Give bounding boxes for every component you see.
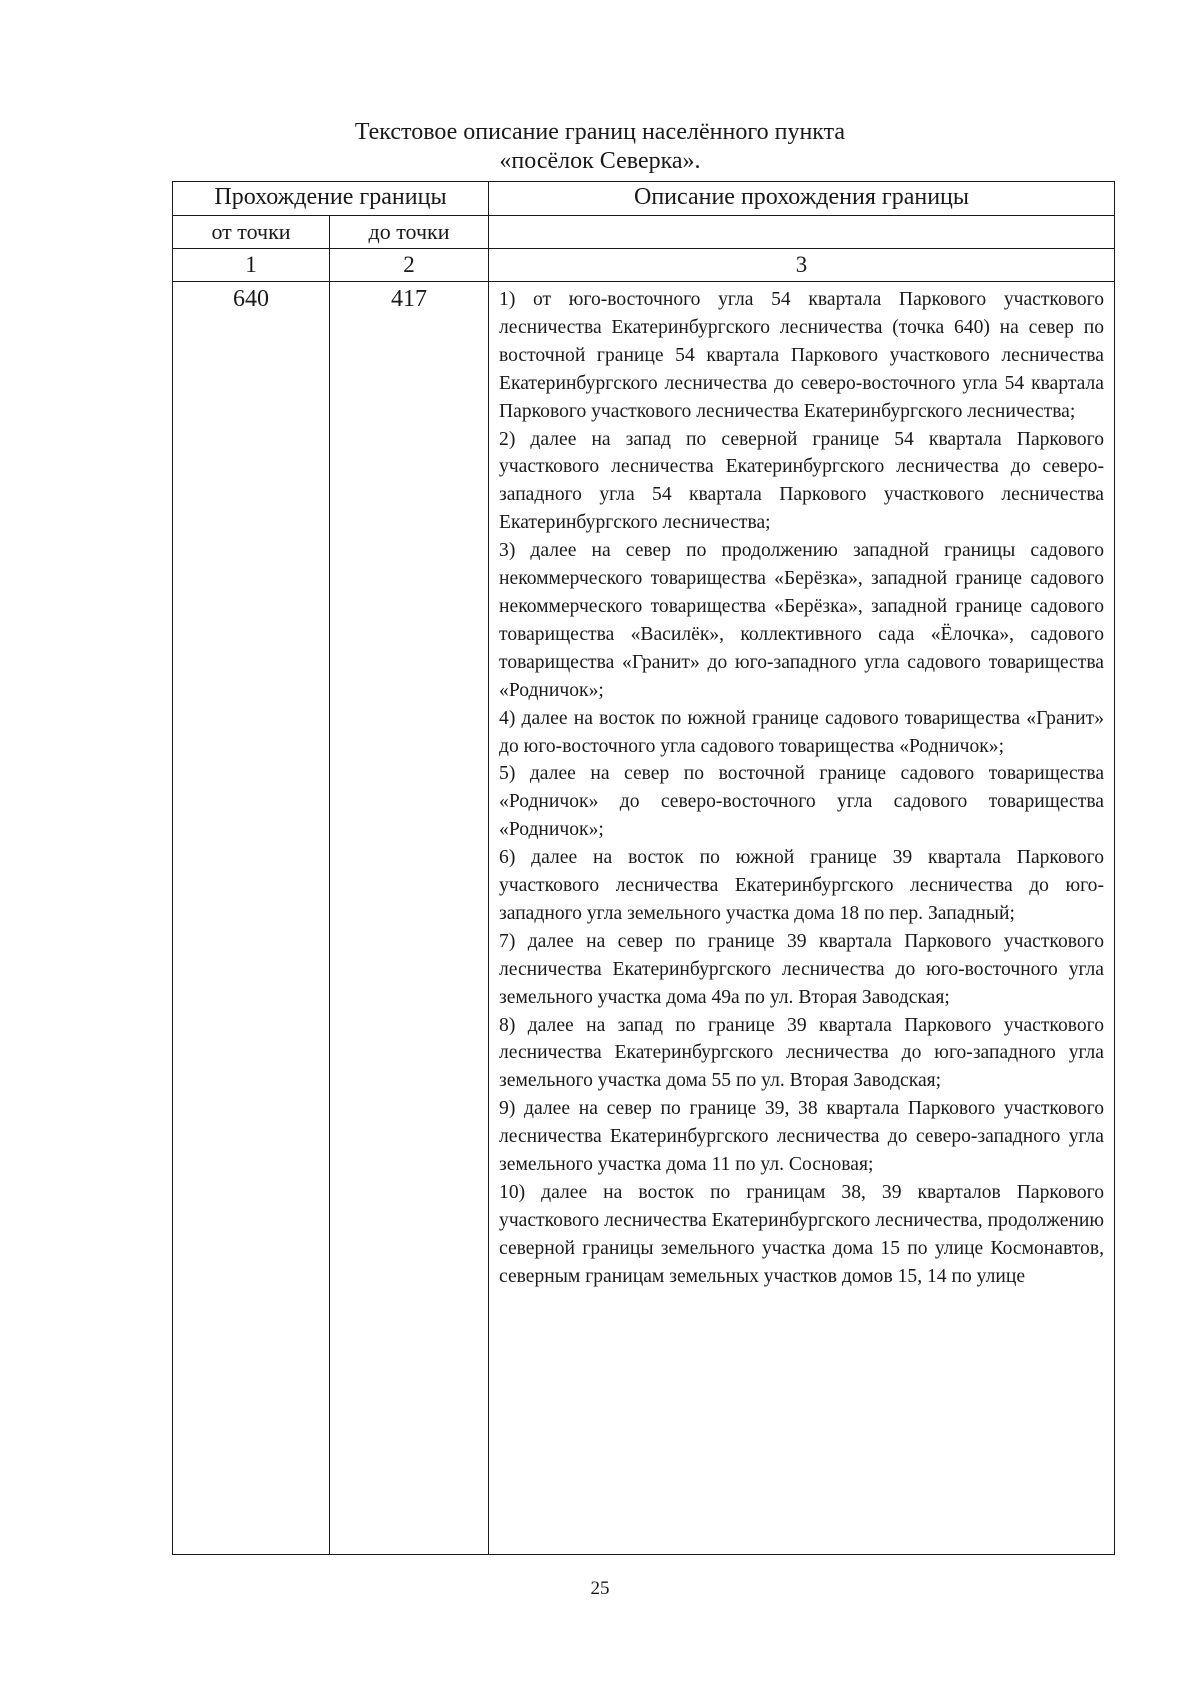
- header-description: Описание прохождения границы: [489, 182, 1115, 216]
- boundary-description: [489, 282, 1115, 1555]
- title-line-2: «посёлок Северка».: [499, 148, 701, 174]
- description-paragraph: 9) далее на север по границе 39, 38 квартала Паркового участкового лесничества Екатеринбургского лесничества до северо-западного угла земельного участка дома 11 по ул. Сосновая;: [499, 1098, 1105, 1176]
- from-point-value: 640: [173, 282, 330, 1555]
- header-empty: [489, 216, 1115, 249]
- description-paragraph: 6) далее на восток по южной границе 39 квартала Паркового участкового лесничества Екатеринбургского лесничества до юго-западного угла земельного участка дома 18 по пер. Западный;: [499, 847, 1105, 924]
- table-subheader-row: [173, 216, 1115, 249]
- description-paragraph: 10) далее на восток по границам 38, 39 кварталов Паркового участкового лесничества Екатеринбургского лесничества, продолжению северной границы земельного участка дома 15 по улице Космонавтов, северным границам земельных участков домов 15, 14 по улице: [499, 1182, 1105, 1287]
- header-from-point: от точки: [173, 216, 330, 249]
- title-line-1: Текстовое описание границ населённого пункта: [354, 119, 846, 145]
- description-paragraph: 1) от юго-восточного угла 54 квартала Паркового участкового лесничества Екатеринбургского лесничества (точка 640) на север по восточной границе 54 квартала Паркового участкового лесничества Екатеринбургского лесничества до северо-восточного угла 54 квартала Паркового участкового лесничества Екатеринбургского лесничества;: [499, 289, 1105, 422]
- page-number: 25: [590, 1578, 610, 1599]
- to-point-value: 417: [330, 282, 489, 1555]
- table-column-numbers-row: [173, 249, 1115, 282]
- header-to-point: до точки: [330, 216, 489, 249]
- document-title: [0, 118, 1200, 176]
- description-paragraph: 4) далее на восток по южной границе садового товарищества «Гранит» до юго-восточного угла садового товарищества «Родничок»;: [499, 707, 1105, 757]
- column-number-1: 1: [173, 249, 330, 282]
- column-number-3: 3: [489, 249, 1115, 282]
- table-row: [173, 282, 1115, 1555]
- description-paragraph: 7) далее на север по границе 39 квартала Паркового участкового лесничества Екатеринбургского лесничества до юго-восточного угла земельного участка дома 49а по ул. Вторая Заводская;: [499, 930, 1105, 1008]
- column-number-2: 2: [330, 249, 489, 282]
- table-header-row: [173, 182, 1115, 216]
- description-paragraph: 8) далее на запад по границе 39 квартала Паркового участкового лесничества Екатеринбургского лесничества до юго-западного угла земельного участка дома 55 по ул. Вторая Заводская;: [499, 1014, 1105, 1092]
- description-paragraph: 2) далее на запад по северной границе 54 квартала Паркового участкового лесничества Екатеринбургского лесничества до северо-западного угла 54 квартала Паркового участкового лесничества Екатеринбургского лесничества;: [499, 428, 1105, 534]
- description-paragraph: 5) далее на север по восточной границе садового товарищества «Родничок» до северо-восточного угла садового товарищества «Родничок»;: [499, 763, 1105, 841]
- description-paragraph: 3) далее на север по продолжению западной границы садового некоммерческого товарищества «Берёзка», западной границе садового некоммерческого товарищества «Берёзка», западной границе садового товарищества «Василёк», коллективного сада «Ёлочка», садового товарищества «Гранит» до юго-западного угла садового товарищества «Родничок»;: [499, 540, 1105, 701]
- boundary-table: [172, 181, 1115, 1555]
- header-boundary-passage: Прохождение границы: [173, 182, 489, 216]
